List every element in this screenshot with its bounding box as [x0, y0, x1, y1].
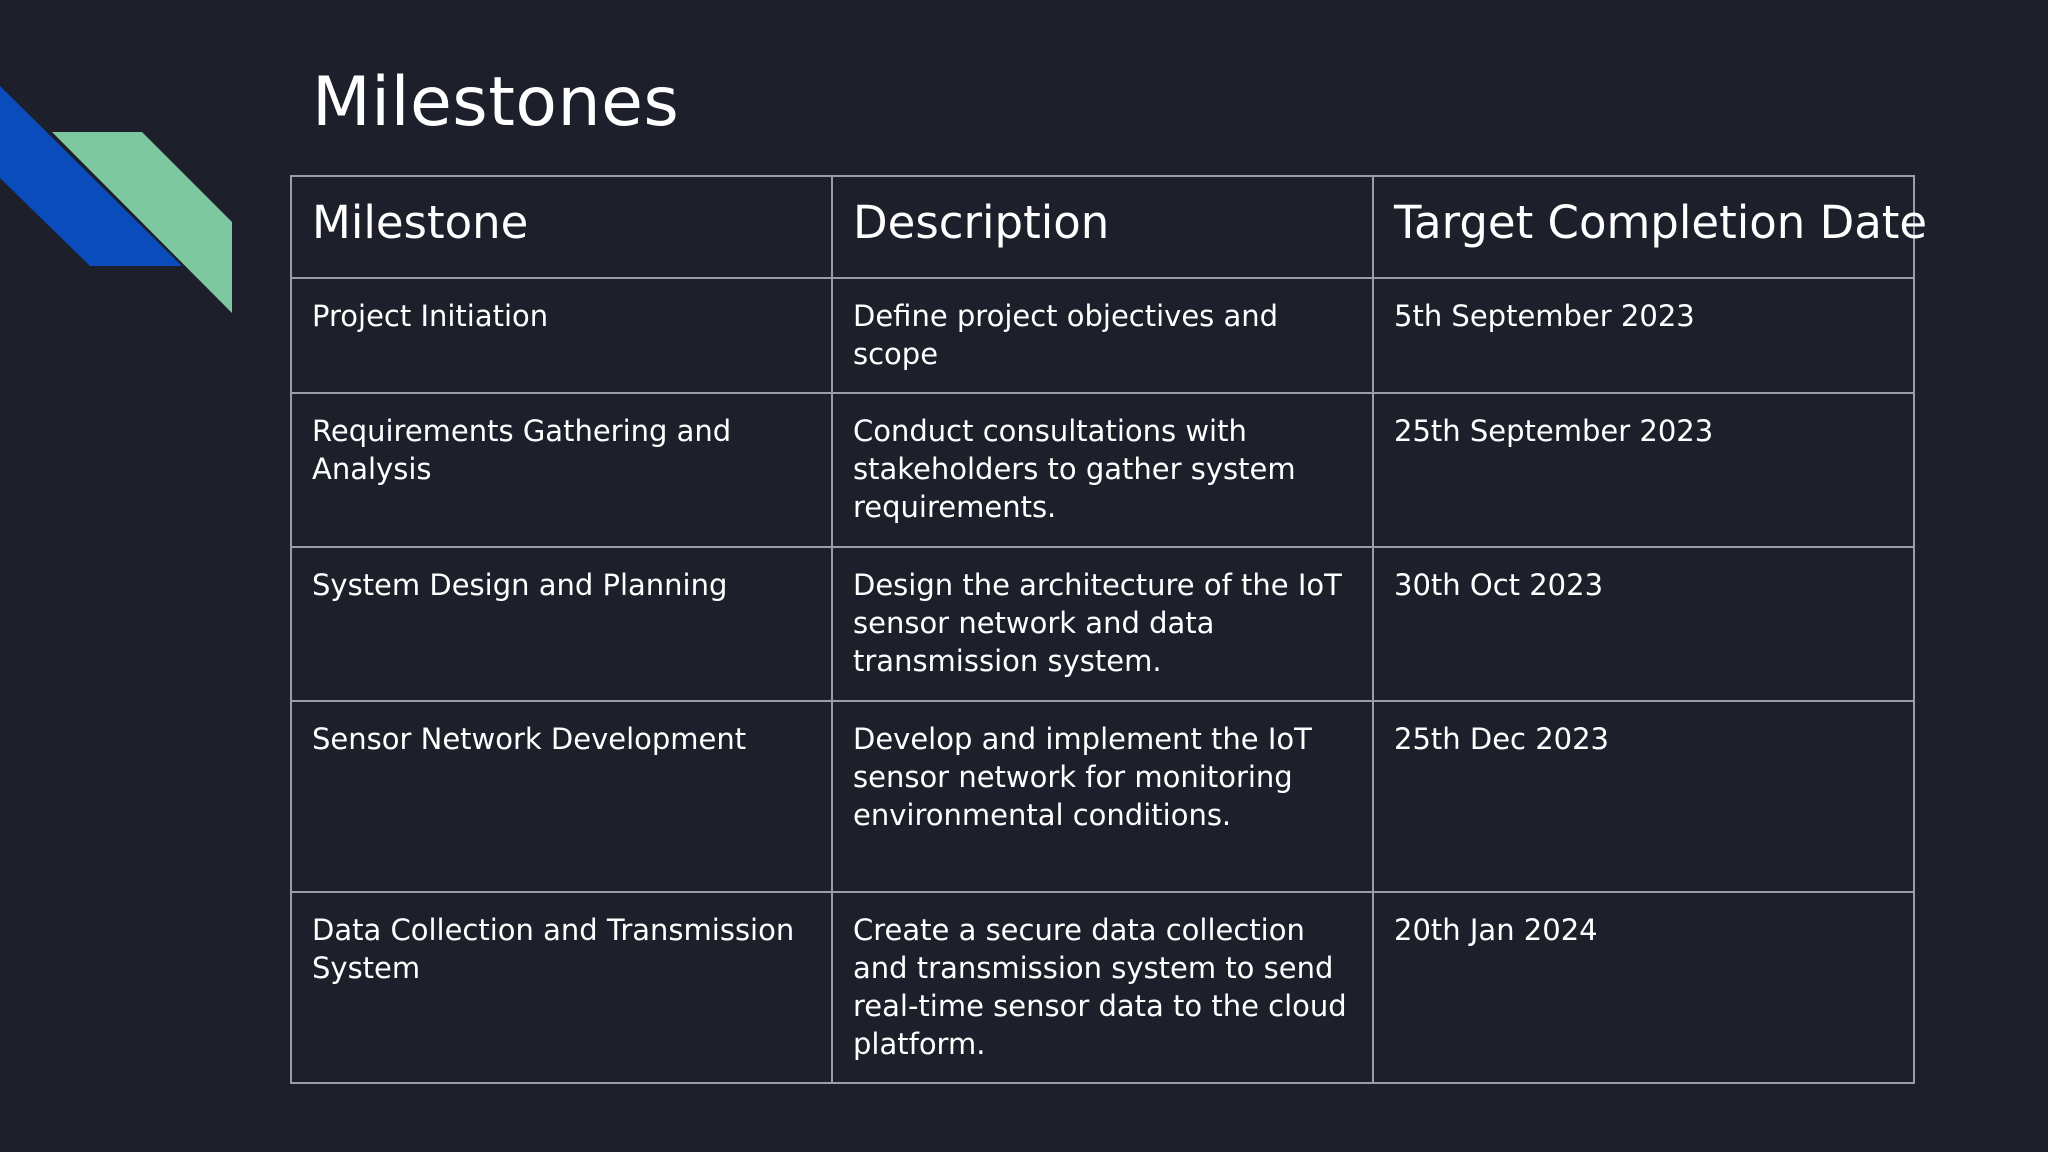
slide-title: Milestones: [312, 63, 680, 142]
cell-description: Design the architecture of the IoT sensor network and data transmission system.: [832, 547, 1373, 701]
cell-target-date: 5th September 2023: [1373, 278, 1914, 393]
cell-description: Conduct consultations with stakeholders to gather system requirements.: [832, 393, 1373, 547]
table-row: [291, 393, 1914, 547]
cell-milestone: Sensor Network Development: [291, 701, 832, 892]
table-row: [291, 547, 1914, 701]
cell-description: Create a secure data collection and transmission system to send real-time sensor data to the cloud platform.: [832, 892, 1373, 1083]
cell-target-date: 25th Dec 2023: [1373, 701, 1914, 892]
cell-milestone: Data Collection and Transmission System: [291, 892, 832, 1083]
header-target-date: Target Completion Date: [1373, 176, 1914, 278]
table-row: [291, 278, 1914, 393]
cell-milestone: Project Initiation: [291, 278, 832, 393]
table-row: [291, 701, 1914, 892]
cell-target-date: 25th September 2023: [1373, 393, 1914, 547]
table-header-row: [291, 176, 1914, 278]
cell-milestone: System Design and Planning: [291, 547, 832, 701]
header-description: Description: [832, 176, 1373, 278]
milestones-table: [290, 175, 1928, 1084]
cell-target-date: 20th Jan 2024: [1373, 892, 1914, 1083]
decorative-stripes: [0, 0, 240, 320]
cell-description: Develop and implement the IoT sensor network for monitoring environmental conditions.: [832, 701, 1373, 892]
cell-milestone: Requirements Gathering and Analysis: [291, 393, 832, 547]
header-milestone: Milestone: [291, 176, 832, 278]
table-row: [291, 892, 1914, 1083]
cell-target-date: 30th Oct 2023: [1373, 547, 1914, 701]
cell-description: Define project objectives and scope: [832, 278, 1373, 393]
